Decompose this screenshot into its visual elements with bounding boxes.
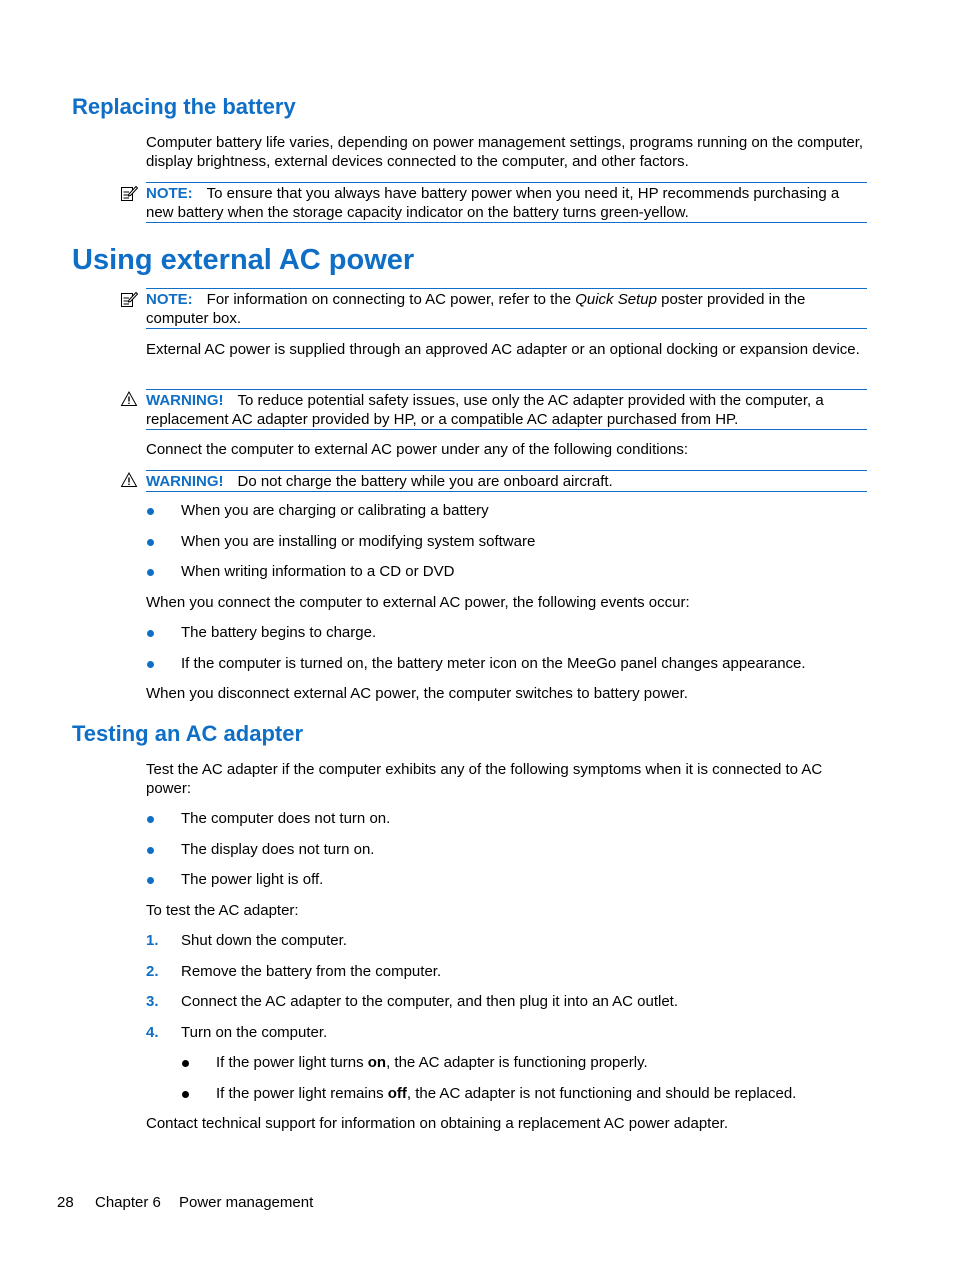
sub-item-text: If the power light remains	[216, 1085, 388, 1102]
list-item-symptom: The display does not turn on.	[181, 841, 375, 858]
note-text-before: For information on connecting to AC power, refer to the	[206, 291, 576, 308]
list-item-condition: When you are installing or modifying system software	[181, 533, 536, 550]
sub-item-bold: on	[367, 1054, 387, 1071]
note-icon	[120, 290, 138, 308]
list-item-event: If the computer is turned on, the battery meter icon on the MeeGo panel changes appearance.	[181, 655, 806, 672]
sub-item-text: , the AC adapter is functioning properly.	[386, 1054, 648, 1071]
list-item-condition: When writing information to a CD or DVD	[181, 563, 455, 580]
list-item-symptom: The power light is off.	[181, 871, 324, 888]
sub-item-text: If the power light turns	[216, 1054, 368, 1071]
warning-text: Do not charge the battery while you are onboard aircraft.	[237, 473, 613, 490]
sub-item-light-on	[216, 1053, 876, 1072]
step-text: Turn on the computer.	[181, 1024, 328, 1041]
footer-chapter-title: Power management	[179, 1194, 314, 1211]
bullet-icon	[181, 1084, 191, 1103]
paragraph-battery-life: Computer battery life varies, depending on power management settings, programs running on the computer, display brightness, external devices connected to the computer, and other factors.	[146, 134, 864, 170]
sub-item-text: , the AC adapter is not functioning and should be replaced.	[406, 1085, 797, 1102]
paragraph-events-intro: When you connect the computer to external AC power, the following events occur:	[146, 594, 690, 611]
warning-adapter-box	[146, 389, 867, 430]
note-battery-box	[146, 182, 867, 223]
note-label: NOTE:	[146, 291, 193, 308]
paragraph-disconnect: When you disconnect external AC power, the computer switches to battery power.	[146, 685, 688, 702]
warning-icon	[120, 390, 138, 408]
bullet-icon	[146, 623, 156, 642]
bullet-icon	[146, 654, 156, 673]
bullet-icon	[146, 840, 156, 859]
sub-item-bold: off	[387, 1085, 407, 1102]
list-item-symptom: The computer does not turn on.	[181, 810, 391, 827]
list-item-condition: When you are charging or calibrating a battery	[181, 502, 489, 519]
heading-replacing-battery: Replacing the battery	[72, 94, 296, 119]
note-label: NOTE:	[146, 185, 193, 202]
paragraph-symptoms-intro: Test the AC adapter if the computer exhibits any of the following symptoms when it is connected to AC power:	[146, 761, 823, 797]
paragraph-ac-supply: External AC power is supplied through an approved AC adapter or an optional docking or expansion device.	[146, 341, 860, 358]
note-ac-power-box	[146, 288, 867, 329]
page-number: 28	[57, 1194, 74, 1211]
warning-label: WARNING!	[146, 473, 224, 490]
warning-text: To reduce potential safety issues, use only the AC adapter provided with the computer, a replacement AC adapter provided by HP, or a compatible AC adapter purchased from HP.	[146, 392, 824, 428]
step-number: 1.	[146, 932, 159, 949]
bullet-icon	[146, 501, 156, 520]
step-text: Connect the AC adapter to the computer, and then plug it into an AC outlet.	[181, 993, 678, 1010]
step-number: 3.	[146, 993, 159, 1010]
footer-chapter: Chapter 6	[95, 1194, 161, 1211]
warning-icon	[120, 471, 138, 489]
paragraph-test-intro: To test the AC adapter:	[146, 902, 299, 919]
sub-item-light-off	[216, 1084, 876, 1103]
step-text: Remove the battery from the computer.	[181, 963, 442, 980]
warning-aircraft-box	[146, 470, 867, 492]
note-icon	[120, 184, 138, 202]
step-number: 2.	[146, 963, 159, 980]
heading-testing-adapter: Testing an AC adapter	[72, 721, 304, 746]
paragraph-connect-conditions: Connect the computer to external AC power under any of the following conditions:	[146, 441, 688, 458]
bullet-icon	[181, 1053, 191, 1072]
note-text: To ensure that you always have battery power when you need it, HP recommends purchasing a new battery when the storage capacity indicator on the battery turns green-yellow.	[146, 185, 840, 221]
step-number: 4.	[146, 1024, 159, 1041]
warning-label: WARNING!	[146, 392, 224, 409]
bullet-icon	[146, 532, 156, 551]
list-item-event: The battery begins to charge.	[181, 624, 377, 641]
quick-setup-title: Quick Setup	[575, 291, 657, 308]
note-text-after: poster provided in the computer box.	[146, 291, 806, 327]
paragraph-contact-support: Contact technical support for information on obtaining a replacement AC power adapter.	[146, 1115, 729, 1132]
bullet-icon	[146, 562, 156, 581]
bullet-icon	[146, 809, 156, 828]
heading-using-ac-power: Using external AC power	[72, 244, 415, 276]
step-text: Shut down the computer.	[181, 932, 347, 949]
bullet-icon	[146, 870, 156, 889]
